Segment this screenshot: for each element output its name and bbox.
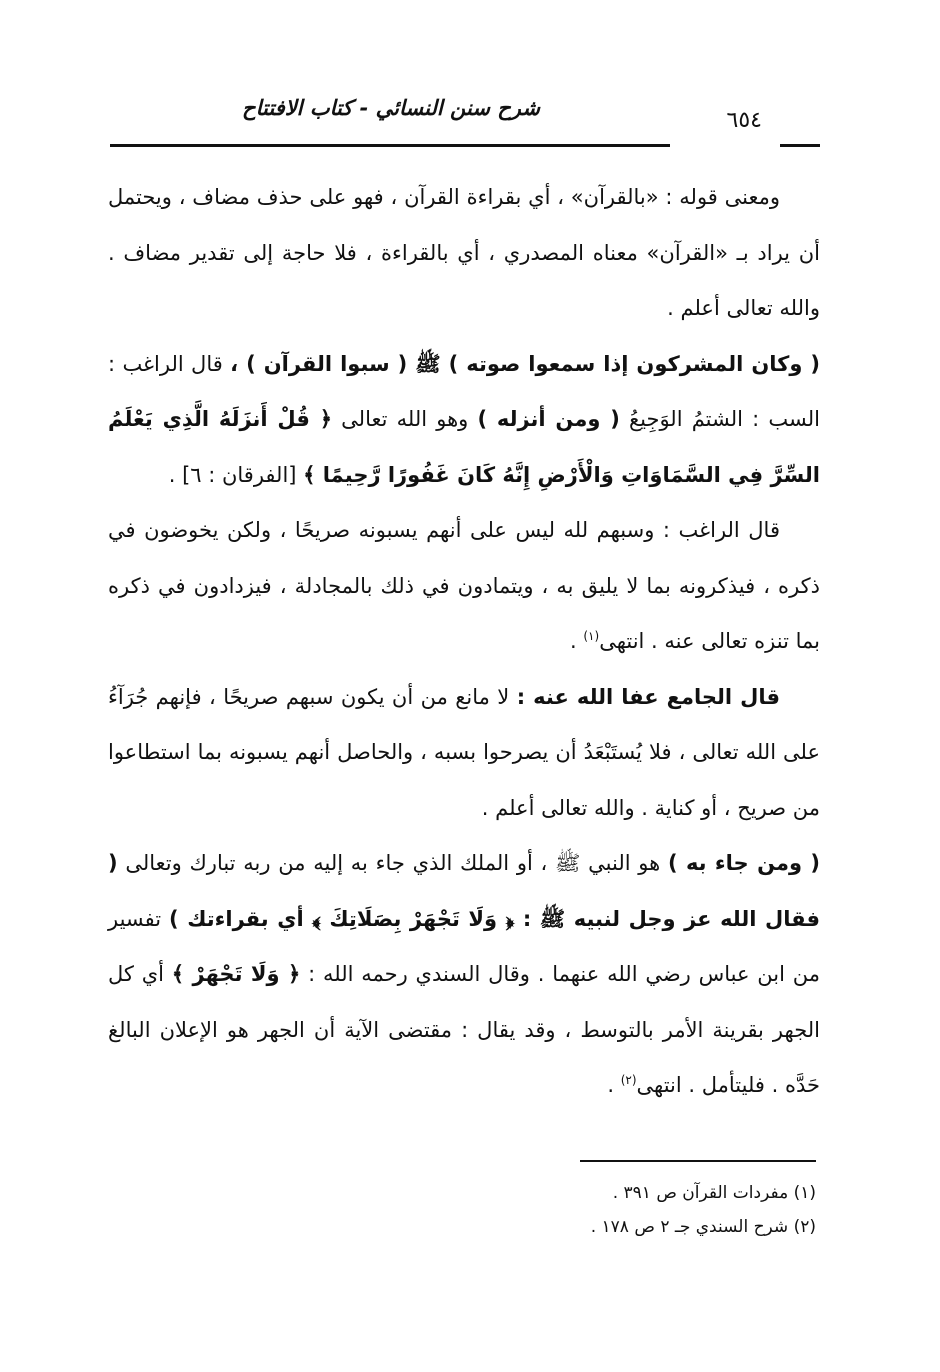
text-run: قال الراغب : السب : الشتمُ الوَجِيعُ <box>108 351 820 431</box>
bold-text-run: ﴿ قُلْ أَنزَلَهُ الَّذِي يَعْلَمُ السِّرَّ فِي السَّمَاوَاتِ وَالْأَرْضِ إِنَّهُ كَانَ غَفُورًا رَّحِيمًا ﴾ <box>108 407 820 487</box>
text-run: . <box>570 629 584 653</box>
footnotes <box>108 1176 816 1244</box>
bold-text-run: قال الجامع عفا الله عنه : <box>516 684 780 709</box>
text-run: هو النبي ﷺ ، أو الملك الذي جاء به إليه من ربه تبارك وتعالى <box>117 851 668 875</box>
bold-text-run: ﴿ وَلَا تَجْهَرْ ﴾ <box>171 962 301 986</box>
paragraph <box>108 503 820 670</box>
bold-text-run: ( وكان المشركون إذا سمعوا صوته ) ﷺ ( سبوا القرآن ) ، <box>230 351 820 376</box>
bold-text-run: ( ومن جاء به ) <box>667 851 820 875</box>
bold-text-run: ( فقال الله عز وجل لنبيه ﷺ : ﴿ وَلَا تَجْهَرْ بِصَلَاتِكَ ﴾ أي بقراءتك ) <box>108 851 820 931</box>
paragraph <box>108 337 820 504</box>
header-rule <box>110 144 670 147</box>
text-run: تفسير من ابن عباس رضي الله عنهما . وقال السندي رحمه الله : <box>108 906 820 986</box>
footnote: (٢) شرح السندي جـ ٢ ص ١٧٨ . <box>590 1217 816 1237</box>
main-text <box>108 170 820 1114</box>
footnote: (١) مفردات القرآن ص ٣٩١ . <box>612 1183 816 1203</box>
text-run: لا مانع من أن يكون سبهم صريحًا ، فإنهم جُرَآءُ على الله تعالى ، فلا يُستَبْعَدُ أن يصرحوا بسبه ، والحاصل أنهم يسبونه بما استطاعوا من صريح ، أو كناية . والله تعالى أعلم . <box>108 684 820 820</box>
running-title: شرح سنن النسائي - كتاب الافتتاح <box>242 96 540 120</box>
page-header <box>110 96 820 146</box>
paragraph <box>108 670 820 837</box>
text-run: وهو الله تعالى <box>332 407 478 431</box>
footnote-separator <box>580 1160 816 1162</box>
text-run: قال الراغب : وسبهم لله ليس على أنهم يسبونه صريحًا ، ولكن يخوضون في ذكره ، فيذكرونه بما لا يليق به ، ويتمادون في ذلك بالمجادلة ، فيزدادون في ذكره بما تنزه تعالى عنه . انتهى <box>108 518 820 653</box>
text-run: . <box>607 1073 621 1097</box>
footnote-marker: (٢) <box>620 1073 637 1087</box>
text-run: أي كل الجهر بقرينة الأمر بالتوسط ، وقد يقال : مقتضى الآية أن الجهر هو الإعلان البالغ حَدَّه . فليتأمل . انتهى <box>108 962 820 1097</box>
paragraph <box>108 836 820 1114</box>
text-run: ومعنى قوله : «بالقرآن» ، أي بقراءة القرآن ، فهو على حذف مضاف ، ويحتمل أن يراد بـ «القرآن» معناه المصدري ، أي بالقراءة ، فلا حاجة إلى تقدير مضاف . والله تعالى أعلم . <box>108 185 820 320</box>
paragraph <box>108 170 820 337</box>
footnote-marker: (١) <box>583 629 600 643</box>
bold-text-run: ( ومن أنزله ) <box>477 407 620 431</box>
header-rule-short <box>780 144 820 147</box>
text-run: [الفرقان : ٦] . <box>168 462 304 487</box>
page-number: ٦٥٤ <box>726 108 762 133</box>
